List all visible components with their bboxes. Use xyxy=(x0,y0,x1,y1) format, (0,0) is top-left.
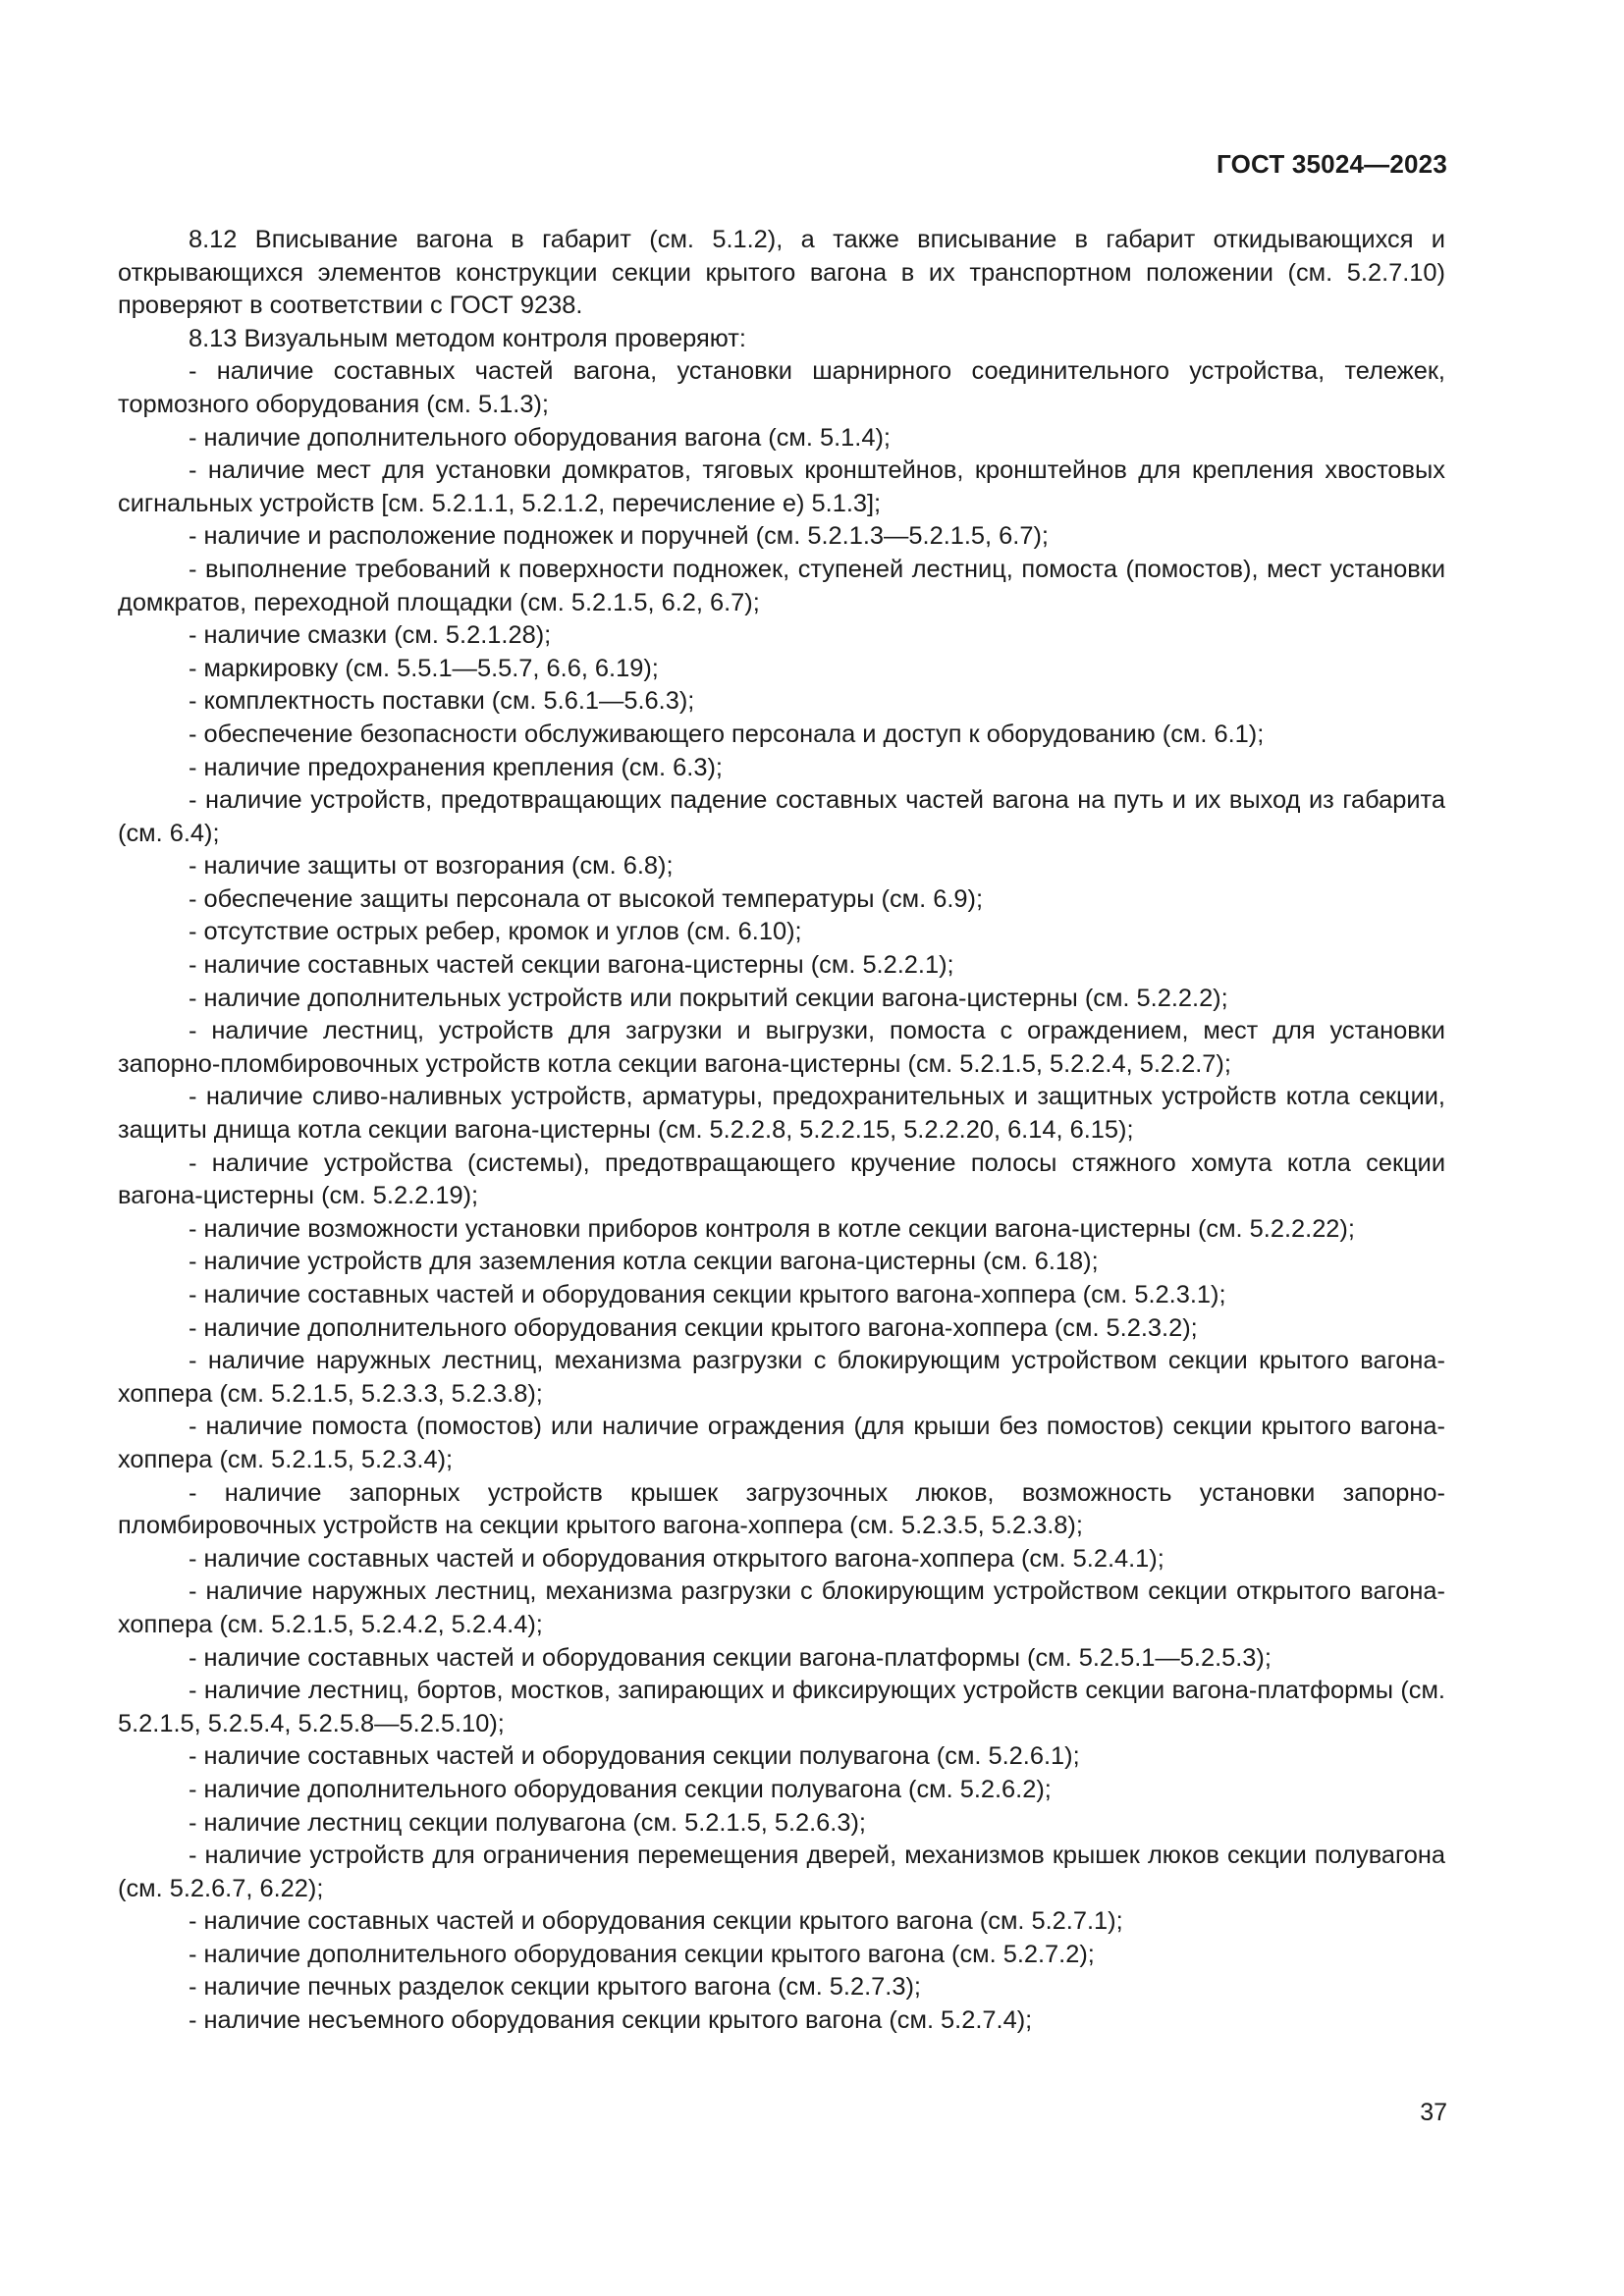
list-item: - наличие составных частей и оборудования секции крытого вагона-хоппера (см. 5.2.3.1); xyxy=(189,1281,1226,1308)
list-item: - наличие смазки (см. 5.2.1.28); xyxy=(189,621,552,650)
paragraph-8-13: 8.13 Визуальным методом контроля проверяют: xyxy=(189,324,746,352)
list-item: - наличие устройства (системы), предотвращающего кручение полосы стяжного хомута котла секции вагона-цистерны (см. 5.2.2.19); xyxy=(118,1148,1445,1210)
list-item: - наличие составных частей вагона, установки шарнирного соединительного устройства, тележек, тормозного оборудования (см. 5.1.3); xyxy=(118,357,1445,418)
list-item: - наличие печных разделок секции крытого вагона (см. 5.2.7.3); xyxy=(189,1973,921,2002)
list-item: - маркировку (см. 5.5.1—5.5.7, 6.6, 6.19); xyxy=(189,654,659,682)
list-item: - обеспечение защиты персонала от высокой температуры (см. 6.9); xyxy=(189,884,984,913)
list-item: - наличие возможности установки приборов контроля в котле секции вагона-цистерны (см. 5.2.2.22); xyxy=(189,1214,1355,1243)
list-item: - наличие предохранения крепления (см. 6.3); xyxy=(189,753,723,781)
paragraph-8-12: 8.12 Вписывание вагона в габарит (см. 5.1.2), а также вписывание в габарит откидывающихся и открывающихся элементов конструкции секции крытого вагона в их транспортном положении (см. 5.2.7.10) проверяют в соответствии с ГОСТ 9238. xyxy=(118,226,1445,320)
list-item: - наличие наружных лестниц, механизма разгрузки с блокирующим устройством секции крытого вагона-хоппера (см. 5.2.1.5, 5.2.3.3, 5.2.3.8); xyxy=(118,1347,1445,1408)
list-item: - наличие составных частей и оборудования секции вагона-платформы (см. 5.2.5.1—5.2.5.3); xyxy=(189,1643,1272,1672)
document-body xyxy=(118,224,1445,2038)
list-item: - наличие дополнительного оборудования вагона (см. 5.1.4); xyxy=(189,423,891,452)
list-item: - отсутствие острых ребер, кромок и углов (см. 6.10); xyxy=(189,918,802,946)
list-item: - наличие устройств, предотвращающих падение составных частей вагона на путь и их выход из габарита (см. 6.4); xyxy=(118,786,1445,847)
list-item: - обеспечение безопасности обслуживающего персонала и доступ к оборудованию (см. 6.1); xyxy=(189,720,1265,748)
list-item: - наличие мест для установки домкратов, тяговых кронштейнов, кронштейнов для крепления хвостовых сигнальных устройств [см. 5.2.1.1, 5.2.1.2, перечисление е) 5.1.3]; xyxy=(118,456,1445,517)
page-number: 37 xyxy=(1420,2099,1447,2126)
list-item: - наличие составных частей и оборудования секции крытого вагона (см. 5.2.7.1); xyxy=(189,1907,1123,1936)
list-item: - наличие сливо-наливных устройств, арматуры, предохранительных и защитных устройств котла секции, защиты днища котла секции вагона-цистерны (см. 5.2.2.8, 5.2.2.15, 5.2.2.20, 6.14, 6.15); xyxy=(118,1083,1445,1145)
list-item: - наличие дополнительного оборудования секции полувагона (см. 5.2.6.2); xyxy=(189,1775,1052,1803)
list-item: - наличие защиты от возгорания (см. 6.8); xyxy=(189,852,674,881)
list-item: - наличие устройств для заземления котла секции вагона-цистерны (см. 6.18); xyxy=(189,1248,1099,1276)
list-item: - наличие дополнительного оборудования секции крытого вагона-хоппера (см. 5.2.3.2); xyxy=(189,1313,1198,1342)
list-item: - наличие лестниц, бортов, мостков, запирающих и фиксирующих устройств секции вагона-платформы (см. 5.2.1.5, 5.2.5.4, 5.2.5.8—5.2.5.10); xyxy=(118,1677,1445,1737)
list-item: - комплектность поставки (см. 5.6.1—5.6.3); xyxy=(189,687,695,716)
list-item: - наличие устройств для ограничения перемещения дверей, механизмов крышек люков секции полувагона (см. 5.2.6.7, 6.22); xyxy=(118,1842,1445,1902)
list-item: - наличие и расположение подножек и поручней (см. 5.2.1.3—5.2.1.5, 6.7); xyxy=(189,522,1049,551)
list-item: - наличие составных частей секции вагона-цистерны (см. 5.2.2.1); xyxy=(189,951,954,980)
list-item: - наличие лестниц секции полувагона (см. 5.2.1.5, 5.2.6.3); xyxy=(189,1808,866,1837)
list-item: - наличие лестниц, устройств для загрузки и выгрузки, помоста с ограждением, мест для установки запорно-пломбировочных устройств котла секции вагона-цистерны (см. 5.2.1.5, 5.2.2.4, 5.2.2.7); xyxy=(118,1017,1445,1078)
list-item: - наличие запорных устройств крышек загрузочных люков, возможность установки запорно-пломбировочных устройств на секции крытого вагона-хоппера (см. 5.2.3.5, 5.2.3.8); xyxy=(118,1478,1445,1540)
list-item: - наличие составных частей и оборудования открытого вагона-хоппера (см. 5.2.4.1); xyxy=(189,1544,1164,1573)
list-item: - наличие несъемного оборудования секции крытого вагона (см. 5.2.7.4); xyxy=(189,2006,1033,2035)
list-item: - наличие помоста (помостов) или наличие ограждения (для крыши без помостов) секции крытого вагона-хоппера (см. 5.2.1.5, 5.2.3.4); xyxy=(118,1413,1445,1473)
list-item: - наличие дополнительного оборудования секции крытого вагона (см. 5.2.7.2); xyxy=(189,1940,1095,1968)
list-item: - наличие дополнительных устройств или покрытий секции вагона-цистерны (см. 5.2.2.2); xyxy=(189,984,1228,1012)
list-item: - наличие наружных лестниц, механизма разгрузки с блокирующим устройством секции открытого вагона-хоппера (см. 5.2.1.5, 5.2.4.2, 5.2.4.4); xyxy=(118,1577,1445,1638)
list-item: - выполнение требований к поверхности подножек, ступеней лестниц, помоста (помостов), мест установки домкратов, переходной площадки (см. 5.2.1.5, 6.2, 6.7); xyxy=(118,555,1445,616)
list-item: - наличие составных частей и оборудования секции полувагона (см. 5.2.6.1); xyxy=(189,1742,1080,1771)
document-code-header: ГОСТ 35024—2023 xyxy=(1217,149,1447,179)
